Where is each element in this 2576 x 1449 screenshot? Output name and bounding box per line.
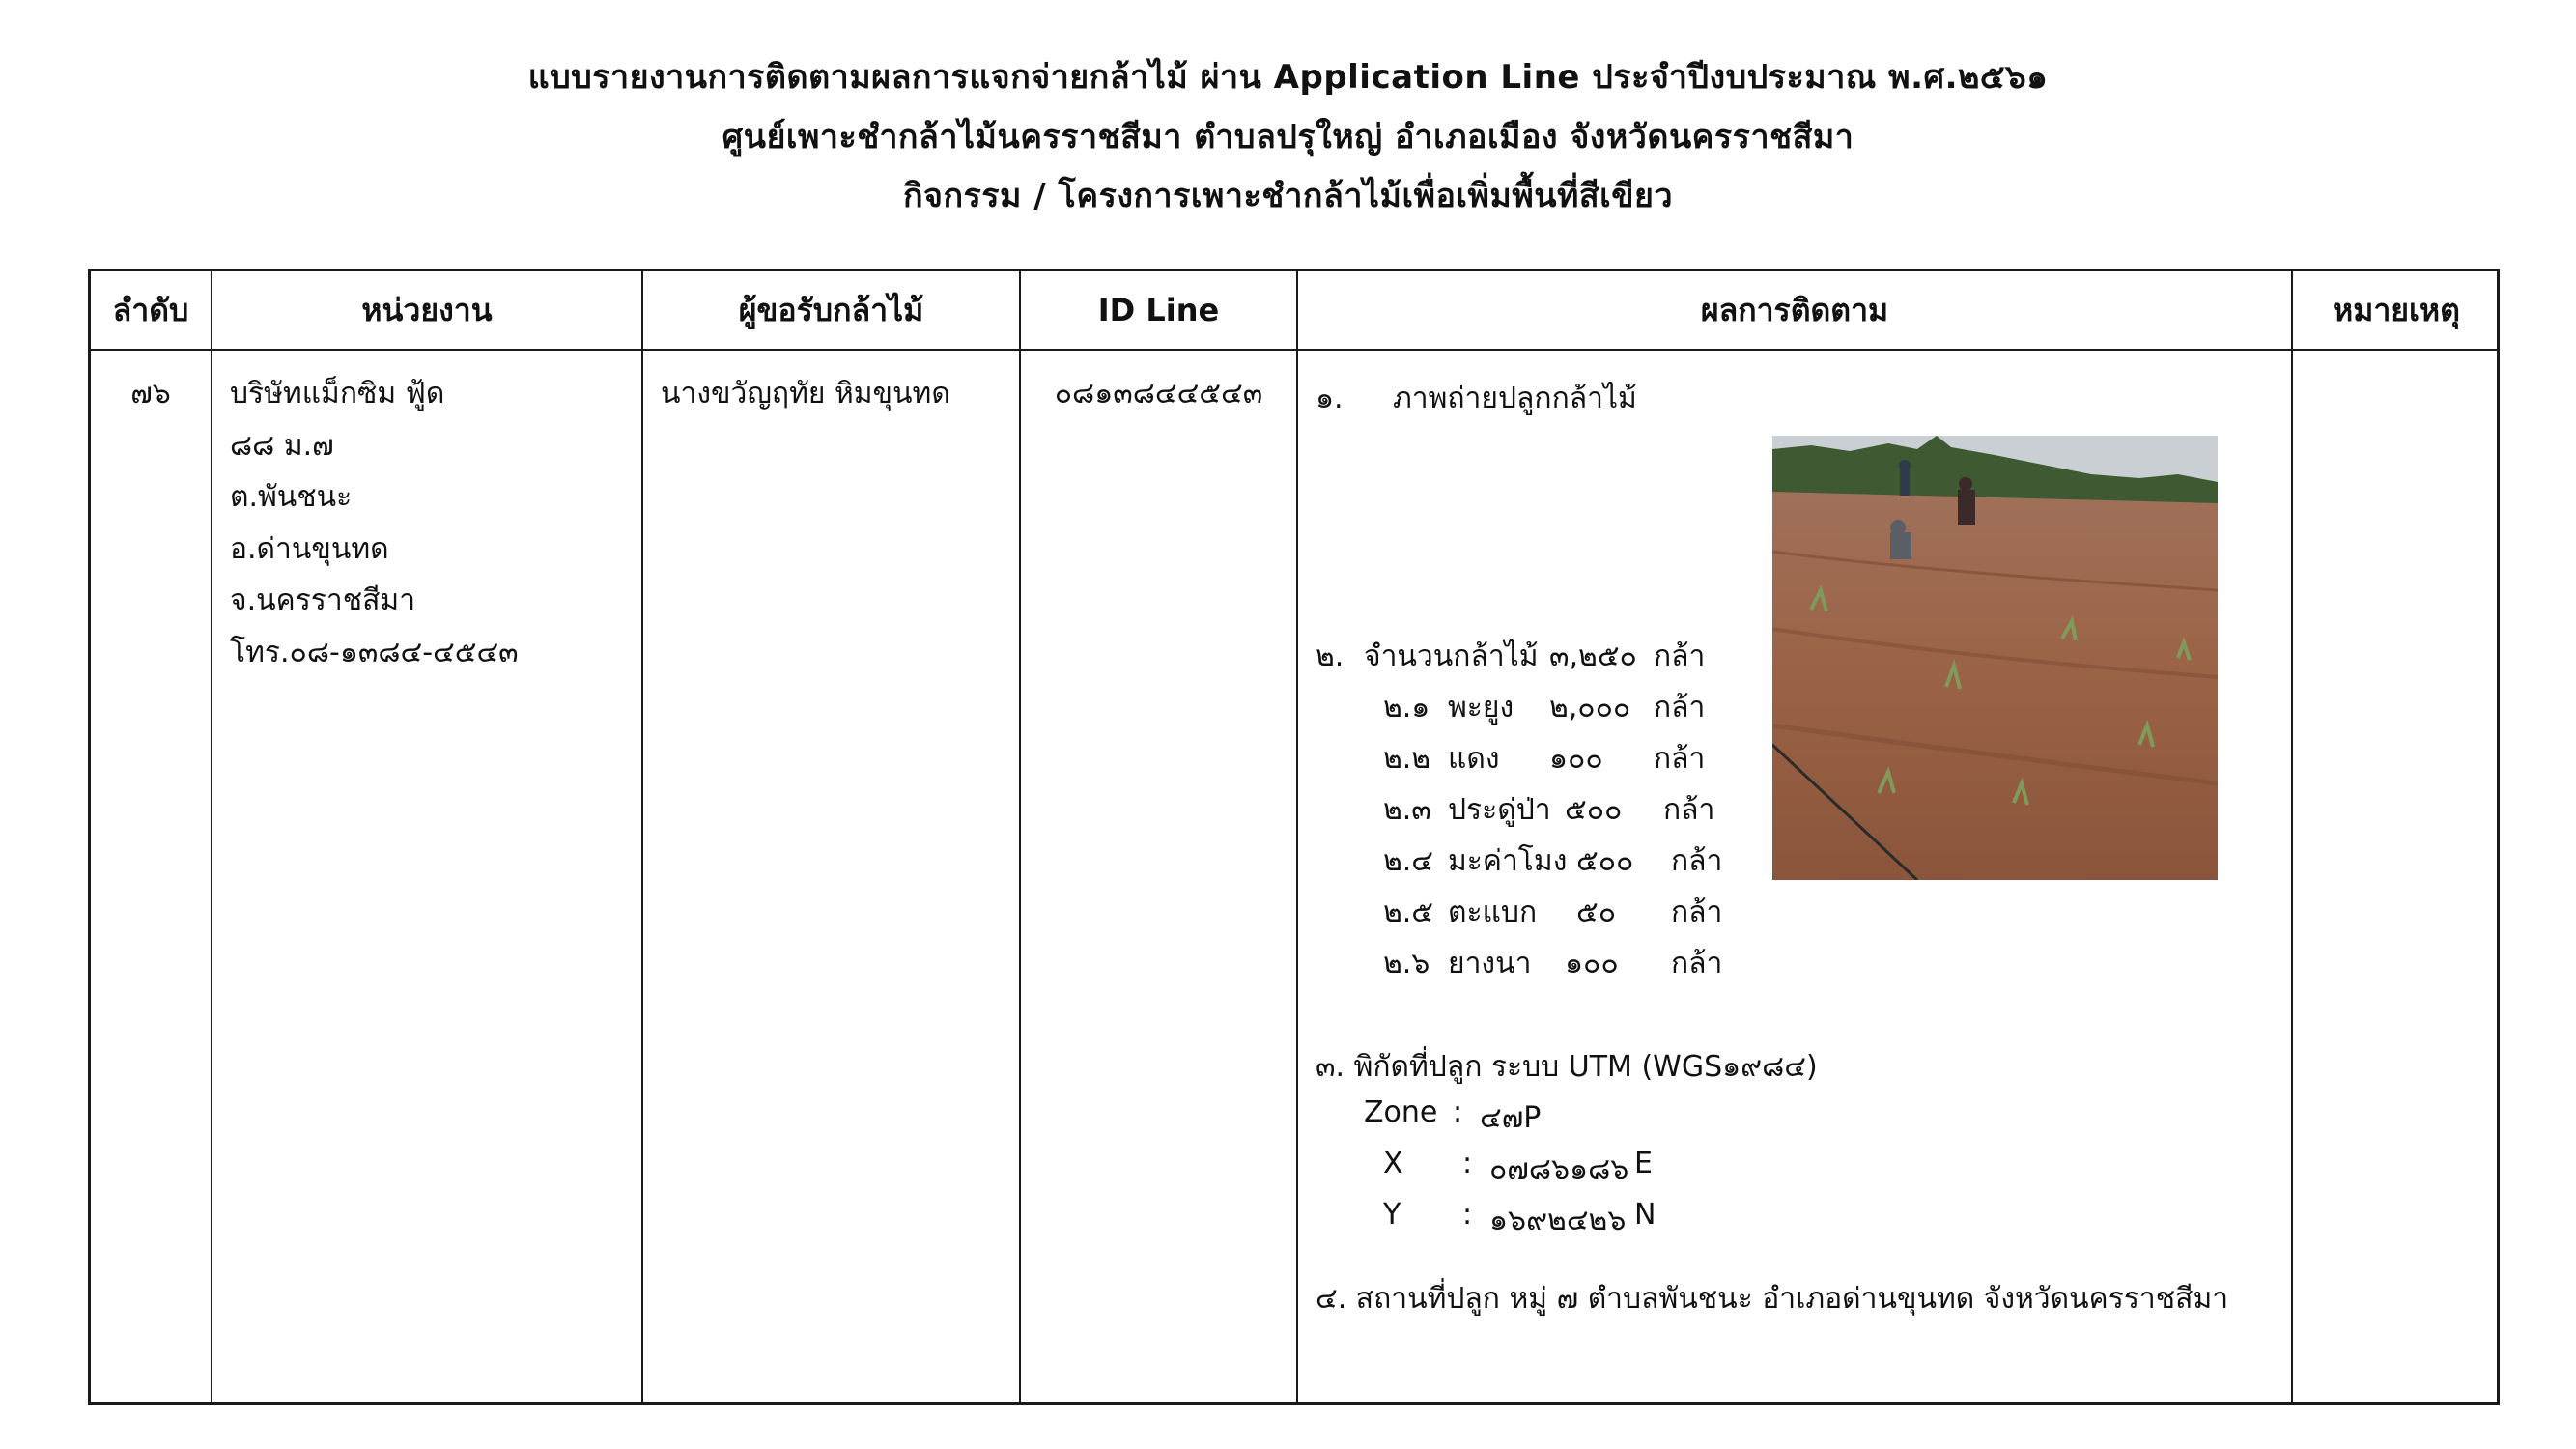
result-item2-total: ๓,๒๕๐ xyxy=(1549,639,1637,673)
species-num: ๒.๕ xyxy=(1383,895,1434,929)
species-name: ประดู่ป่า xyxy=(1448,793,1551,827)
utm-x-dir: E xyxy=(1634,1147,1653,1180)
species-unit: กล้า xyxy=(1671,895,1723,929)
column-divider xyxy=(641,271,643,1402)
species-num: ๒.๔ xyxy=(1383,844,1434,878)
species-unit: กล้า xyxy=(1671,947,1723,980)
utm-x-sep: : xyxy=(1462,1147,1473,1180)
species-name: พะยูง xyxy=(1448,691,1514,724)
utm-x-value: ๐๗๘๖๑๘๖ xyxy=(1489,1152,1629,1186)
column-header-result: ผลการติดตาม xyxy=(1700,291,1889,328)
column-header-id-line: ID Line xyxy=(1097,292,1220,328)
species-name: แดง xyxy=(1448,742,1500,776)
species-name: มะค่าโมง xyxy=(1448,844,1568,878)
result-item1-label: ภาพถ่ายปลูกกล้าไม้ xyxy=(1393,382,1637,415)
species-num: ๒.๒ xyxy=(1383,742,1431,776)
result-item2-label: จำนวนกล้าไม้ xyxy=(1364,639,1539,673)
species-qty: ๕๐๐ xyxy=(1576,844,1634,878)
utm-zone-label: Zone xyxy=(1364,1095,1438,1129)
species-unit: กล้า xyxy=(1654,691,1706,724)
tracking-table xyxy=(88,269,2500,1405)
agency-address: ๘๘ ม.๗ xyxy=(230,428,334,463)
header-divider xyxy=(91,349,2497,351)
agency-province: จ.นครราชสีมา xyxy=(230,583,416,617)
species-qty: ๕๐๐ xyxy=(1565,793,1623,827)
result-item3: ๓. พิกัดที่ปลูก ระบบ UTM (WGS๑๙๘๔) xyxy=(1316,1050,1818,1084)
report-title: แบบรายงานการติดตามผลการแจกจ่ายกล้าไม้ ผ่าน Application Line ประจำปีงบประมาณ พ.ศ.๒๕๖๑ xyxy=(527,58,2049,97)
result-item1-num: ๑. xyxy=(1316,382,1344,415)
agency-cell xyxy=(230,368,519,678)
agency-phone: โทร.๐๘-๑๓๘๔-๔๕๔๓ xyxy=(230,635,519,669)
column-divider xyxy=(1296,271,1298,1402)
id-line-value: ๐๘๑๓๘๔๔๕๔๓ xyxy=(1054,377,1263,411)
agency-subdistrict: ต.พันชนะ xyxy=(230,480,353,514)
species-qty: ๕๐ xyxy=(1576,895,1617,929)
agency-name: บริษัทแม็กซิม ฟู้ด xyxy=(230,377,445,411)
report-subtitle-center: ศูนย์เพาะชำกล้าไม้นครราชสีมา ตำบลปรุใหญ่ อำเภอเมือง จังหวัดนครราชสีมา xyxy=(722,118,1854,156)
species-unit: กล้า xyxy=(1654,742,1706,776)
result-item4: ๔. สถานที่ปลูก หมู่ ๗ ตำบลพันชนะ อำเภอด่านขุนทด จังหวัดนครราชสีมา xyxy=(1316,1282,2229,1316)
species-num: ๒.๓ xyxy=(1383,793,1431,827)
species-unit: กล้า xyxy=(1671,844,1723,878)
utm-x-label: X xyxy=(1383,1147,1403,1180)
report-subtitle-activity: กิจกรรม / โครงการเพาะชำกล้าไม้เพื่อเพิ่มพื้นที่สีเขียว xyxy=(902,177,1674,215)
column-header-order: ลำดับ xyxy=(112,291,189,328)
species-qty: ๑๐๐ xyxy=(1565,947,1619,980)
species-qty: ๒,๐๐๐ xyxy=(1549,691,1631,724)
species-num: ๒.๑ xyxy=(1383,691,1430,724)
result-item2-unit: กล้า xyxy=(1654,639,1706,673)
result-item2-num: ๒. xyxy=(1316,639,1345,673)
utm-zone-sep: : xyxy=(1453,1095,1463,1129)
row-order: ๗๖ xyxy=(130,377,171,411)
species-qty: ๑๐๐ xyxy=(1549,742,1603,776)
column-divider xyxy=(2291,271,2293,1402)
species-num: ๒.๖ xyxy=(1383,947,1430,980)
recipient-name: นางขวัญฤทัย หิมขุนทด xyxy=(661,377,950,411)
utm-y-sep: : xyxy=(1462,1198,1473,1232)
column-divider xyxy=(1019,271,1021,1402)
field-planting-photo xyxy=(1772,436,2218,880)
utm-zone-value: ๔๗P xyxy=(1480,1101,1542,1135)
utm-y-dir: N xyxy=(1634,1198,1656,1232)
agency-district: อ.ด่านขุนทด xyxy=(230,531,389,566)
species-unit: กล้า xyxy=(1663,793,1715,827)
column-divider xyxy=(211,271,212,1402)
species-name: ตะแบก xyxy=(1448,895,1538,929)
species-name: ยางนา xyxy=(1448,947,1532,980)
utm-y-value: ๑๖๙๒๔๒๖ xyxy=(1489,1204,1627,1237)
column-header-note: หมายเหตุ xyxy=(2333,291,2460,328)
column-header-agency: หน่วยงาน xyxy=(361,291,493,328)
utm-y-label: Y xyxy=(1383,1198,1401,1232)
column-header-recipient: ผู้ขอรับกล้าไม้ xyxy=(738,291,924,328)
